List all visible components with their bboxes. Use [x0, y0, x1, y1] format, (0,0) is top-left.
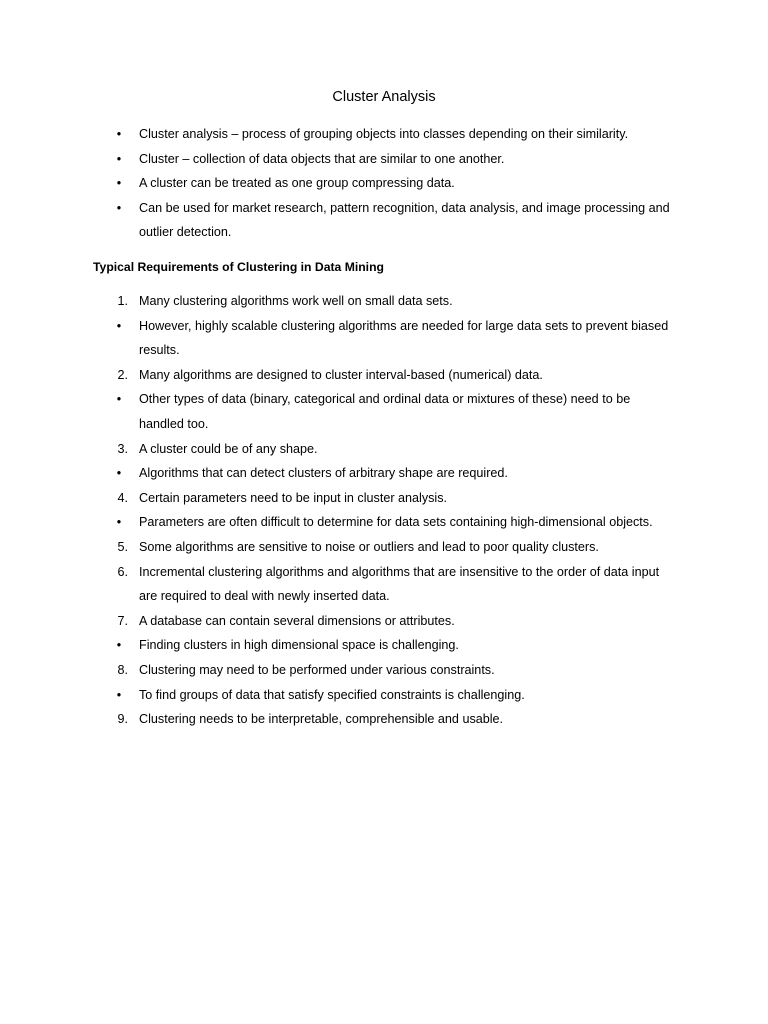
list-item	[0, 314, 768, 363]
bullet-icon: •	[116, 127, 122, 141]
list-item	[0, 147, 768, 172]
list-item-text: Clustering may need to be performed under various constraints.	[139, 662, 495, 677]
list-item	[0, 707, 768, 732]
list-item	[0, 461, 768, 486]
intro-bullet-list	[0, 122, 768, 245]
list-item-text: To find groups of data that satisfy specified constraints is challenging.	[139, 687, 525, 702]
bullet-icon: •	[116, 151, 122, 166]
list-marker: 2.	[117, 367, 128, 382]
list-item-text: Can be used for market research, pattern recognition, data analysis, and image processing and outlier detection.	[139, 200, 670, 240]
bullet-icon: •	[116, 466, 122, 481]
list-item-text: A cluster can be treated as one group compressing data.	[139, 176, 455, 191]
bullet-icon: •	[116, 687, 122, 702]
list-item	[0, 535, 768, 560]
list-item	[0, 387, 768, 436]
list-item-text: Incremental clustering algorithms and algorithms that are insensitive to the order of data input are required to deal with newly inserted data.	[139, 564, 660, 604]
list-item	[0, 633, 768, 658]
list-marker: 9.	[117, 712, 128, 727]
bullet-icon: •	[116, 515, 122, 530]
list-item-text: Other types of data (binary, categorical and ordinal data or mixtures of these) need to be handled too.	[139, 392, 631, 431]
list-marker: 7.	[117, 613, 128, 628]
list-item-text: Cluster analysis – process of grouping objects into classes depending on their similarity.	[139, 127, 629, 141]
list-item-text: However, highly scalable clustering algorithms are needed for large data sets to prevent biased results.	[139, 318, 669, 358]
bullet-icon: •	[116, 200, 122, 215]
list-marker: 3.	[117, 441, 128, 456]
bullet-icon: •	[116, 638, 122, 653]
list-item-text: A cluster could be of any shape.	[139, 441, 318, 456]
list-item	[0, 363, 768, 388]
bullet-icon: •	[116, 176, 122, 191]
list-item-text: Algorithms that can detect clusters of arbitrary shape are required.	[139, 466, 508, 481]
list-item-text: Clustering needs to be interpretable, comprehensible and usable.	[139, 712, 504, 727]
list-marker: 8.	[117, 662, 128, 677]
section-heading: Typical Requirements of Clustering in Data Mining	[93, 260, 384, 274]
list-item	[0, 658, 768, 683]
list-marker: 1.	[117, 294, 128, 308]
list-item	[0, 486, 768, 511]
list-marker: 6.	[117, 564, 128, 579]
list-item	[0, 683, 768, 708]
list-item	[0, 437, 768, 462]
requirements-list	[0, 289, 768, 732]
list-item-text: Certain parameters need to be input in cluster analysis.	[139, 490, 448, 505]
list-item	[0, 609, 768, 634]
list-item-text: Cluster – collection of data objects that are similar to one another.	[139, 151, 505, 166]
list-marker: 5.	[117, 539, 128, 554]
list-item-text: Finding clusters in high dimensional space is challenging.	[139, 638, 459, 653]
list-item	[0, 171, 768, 196]
list-item	[0, 196, 768, 245]
page-title: Cluster Analysis	[332, 89, 436, 105]
bullet-icon: •	[116, 392, 122, 407]
list-item-text: Some algorithms are sensitive to noise or outliers and lead to poor quality clusters.	[139, 539, 599, 554]
list-item-text: A database can contain several dimensions or attributes.	[139, 613, 455, 628]
list-item	[0, 510, 768, 535]
list-item-text: Many clustering algorithms work well on small data sets.	[139, 294, 453, 308]
list-item-text: Many algorithms are designed to cluster interval-based (numerical) data.	[139, 367, 543, 382]
list-marker: 4.	[117, 490, 128, 505]
list-item	[0, 560, 768, 609]
list-item	[0, 289, 768, 314]
bullet-icon: •	[116, 318, 122, 333]
list-item-text: Parameters are often difficult to determine for data sets containing high-dimensional objects.	[139, 515, 653, 530]
list-item	[0, 122, 768, 147]
